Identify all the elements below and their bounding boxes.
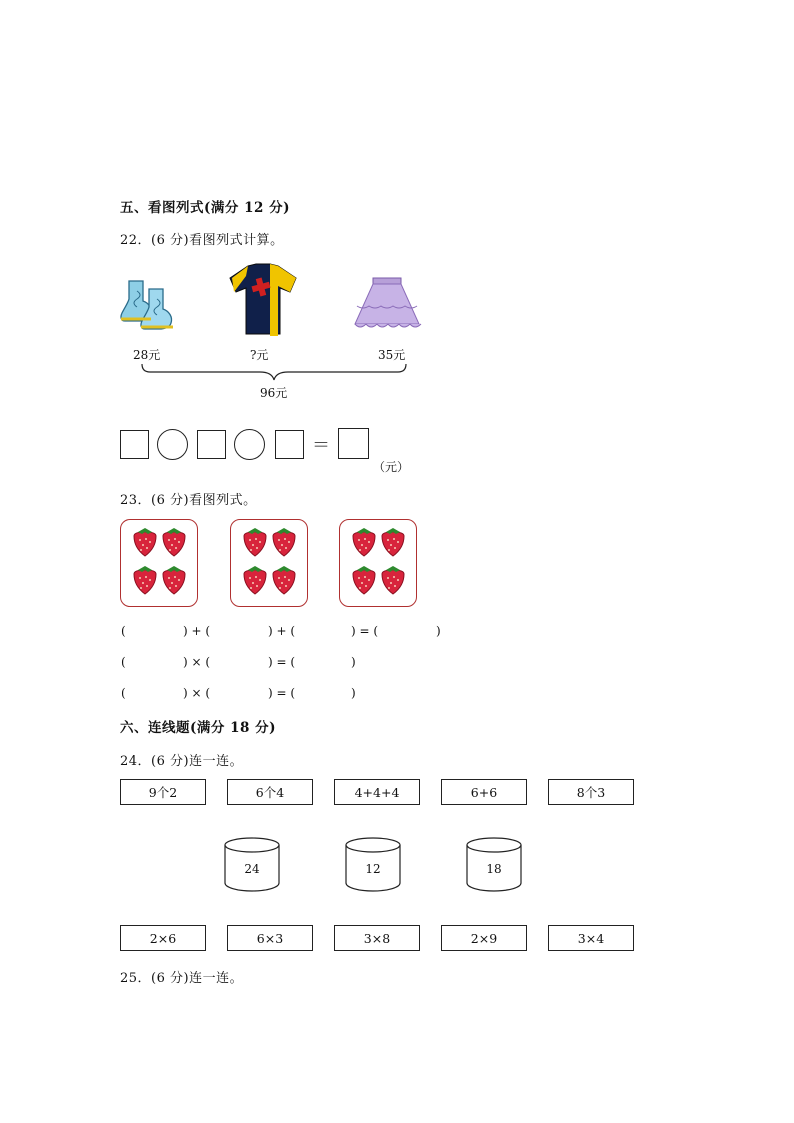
match-bottom-5[interactable]: 3×4 [548, 925, 634, 951]
section-6-title: 六、连线题(满分 18 分) [120, 720, 276, 736]
question-22-text: 22．(6 分)看图列式计算。 [120, 233, 284, 248]
section-5-title: 五、看图列式(满分 12 分) [120, 200, 290, 216]
operator-circle-1[interactable] [157, 429, 188, 460]
strawberry-icon [131, 527, 189, 599]
answer-box-1[interactable] [120, 430, 149, 459]
cylinder-value-1: 24 [244, 862, 260, 876]
price-shirt: ?元 [250, 348, 269, 362]
question-25-text: 25．(6 分)连一连。 [120, 971, 244, 986]
operator-circle-2[interactable] [234, 429, 265, 460]
question-24-text: 24．(6 分)连一连。 [120, 754, 244, 769]
equation-row-2: ( ) × ( ) = ( ) [121, 655, 356, 669]
cylinder-value-3: 18 [486, 862, 502, 876]
price-skirt: 35元 [378, 348, 406, 362]
strawberry-icon [241, 527, 299, 599]
answer-box-2[interactable] [197, 430, 226, 459]
equation-row-3: ( ) × ( ) = ( ) [121, 686, 356, 700]
match-bottom-2[interactable]: 6×3 [227, 925, 313, 951]
unit-label: （元） [373, 460, 410, 474]
match-top-3[interactable]: 4+4+4 [334, 779, 420, 805]
question-23-text: 23．(6 分)看图列式。 [120, 493, 257, 508]
match-bottom-4[interactable]: 2×9 [441, 925, 527, 951]
cylinder-value-2: 12 [365, 862, 381, 876]
shoes-icon [119, 275, 181, 333]
answer-box-3[interactable] [275, 430, 304, 459]
match-top-1[interactable]: 9个2 [120, 779, 206, 805]
answer-box-result[interactable] [338, 428, 369, 459]
match-bottom-1[interactable]: 2×6 [120, 925, 206, 951]
strawberry-icon [350, 527, 408, 599]
shirt-icon [226, 262, 300, 338]
total-price: 96元 [260, 386, 288, 400]
total-brace [140, 362, 408, 382]
equals-sign: ＝ [312, 435, 330, 456]
match-top-4[interactable]: 6+6 [441, 779, 527, 805]
price-shoes: 28元 [133, 348, 161, 362]
match-bottom-3[interactable]: 3×8 [334, 925, 420, 951]
equation-row-1: ( ) + ( ) + ( ) = ( ) [121, 624, 441, 638]
skirt-icon [353, 276, 423, 334]
match-top-5[interactable]: 8个3 [548, 779, 634, 805]
match-top-2[interactable]: 6个4 [227, 779, 313, 805]
